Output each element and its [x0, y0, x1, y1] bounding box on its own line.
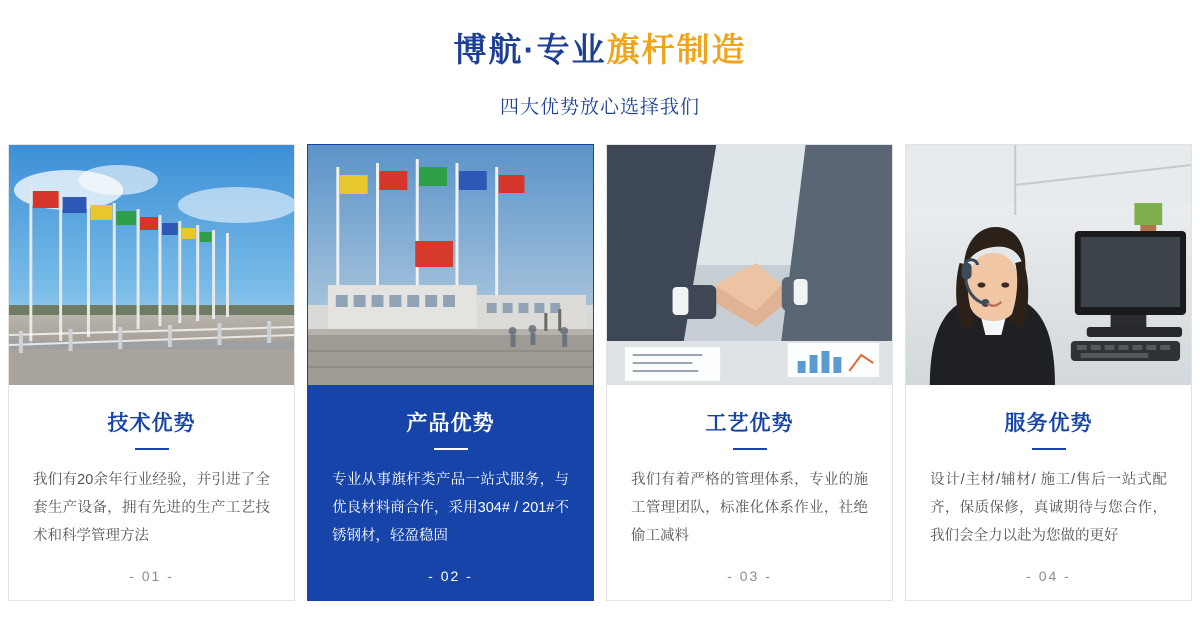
advantage-card-2-desc: 专业从事旗杆类产品一站式服务，与优良材料商合作，采用304# / 201#不锈钢材，轻盈稳固 [332, 471, 569, 544]
title-divider [434, 448, 468, 450]
title-divider [135, 448, 169, 450]
customer-service-photo [906, 145, 1191, 385]
advantage-card-4[interactable] [905, 144, 1192, 601]
advantage-card-list [0, 144, 1200, 601]
advantage-card-3-title: 工艺优势 [705, 411, 794, 435]
title-divider [1032, 448, 1066, 450]
advantage-card-1[interactable] [8, 144, 295, 601]
advantage-card-3-number: - 03 - [727, 567, 772, 584]
page-title-accent: 旗杆制造 [606, 31, 747, 68]
advantage-card-4-title: 服务优势 [1004, 411, 1093, 435]
advantage-card-1-title: 技术优势 [107, 411, 196, 435]
advantage-card-3[interactable] [606, 144, 893, 601]
advantage-card-2[interactable] [307, 144, 594, 601]
page-subtitle: 四大优势放心选择我们 [499, 96, 700, 118]
advantage-card-4-desc: 设计/主材/辅材/ 施工/售后一站式配齐，保质保修，真诚期待与您合作，我们会全力以赴为您做的更好 [930, 471, 1167, 544]
flagpoles-plaza-photo [9, 145, 294, 385]
section-header [0, 0, 1200, 119]
advantage-card-2-number: - 02 - [428, 567, 473, 584]
advantage-card-1-number: - 01 - [129, 567, 174, 584]
advantage-card-2-title: 产品优势 [406, 411, 495, 435]
advantage-card-4-number: - 04 - [1026, 567, 1071, 584]
handshake-photo [607, 145, 892, 385]
title-divider [733, 448, 767, 450]
advantage-card-1-desc: 我们有20余年行业经验，并引进了全套生产设备，拥有先进的生产工艺技术和科学管理方法 [33, 471, 270, 544]
factory-flagpoles-photo [308, 145, 593, 385]
page-title [0, 30, 1200, 70]
page-title-lead: 博航·专业 [453, 31, 607, 68]
advantage-card-3-desc: 我们有着严格的管理体系，专业的施工管理团队，标准化体系作业，社绝偷工减料 [631, 471, 868, 544]
